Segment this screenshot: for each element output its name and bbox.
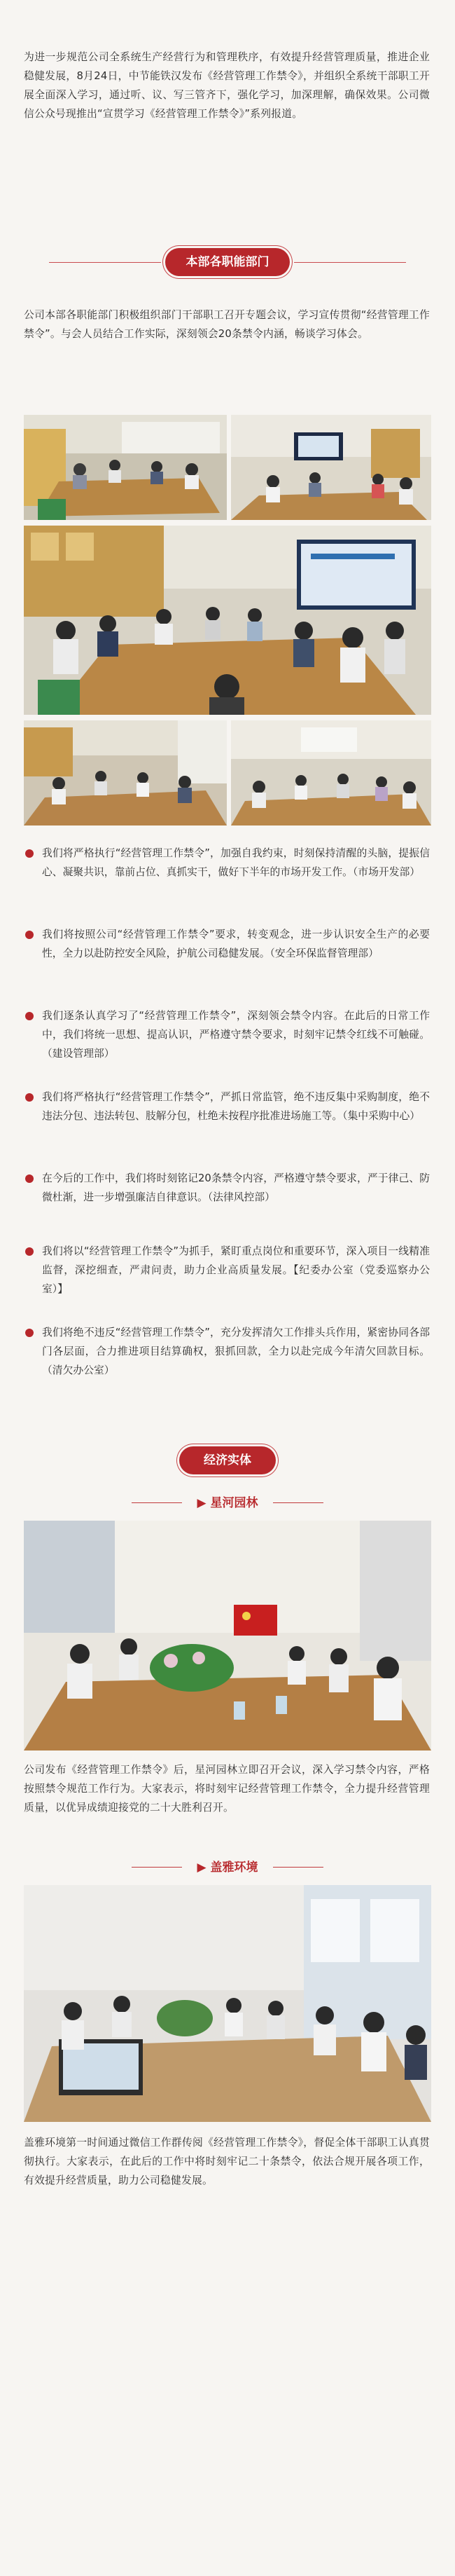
bullet-safety: 我们将按照公司“经营管理工作禁令”要求，转变观念，进一步认识安全生产的必要性，全力以赴防控安全风险，护航公司稳健发展。（安全环保监督管理部） — [24, 925, 430, 963]
xinghe-paragraph: 公司发布《经营管理工作禁令》后，星河园林立即召开会议，深入学习禁令内容，严格按照禁令规范工作行为。大家表示，将时刻牢记经营管理工作禁令，全力提升经营管理质量，以优异成绩迎接党的二十大胜利召开。 — [24, 1764, 430, 1814]
meeting-photo-2 — [231, 415, 431, 520]
bullet-dot — [25, 1012, 34, 1020]
xinghe-meeting-photo — [24, 1521, 431, 1751]
bullet-dot — [25, 1093, 34, 1102]
bullet-dot — [25, 849, 34, 858]
meeting-photo-3 — [24, 526, 431, 715]
subsection-header-xinghe — [0, 1493, 455, 1514]
bullet-dot — [25, 1174, 34, 1183]
bullet-dot — [25, 931, 34, 939]
bullet-clearance: 我们将绝不违反“经营管理工作禁令”，充分发挥清欠工作排头兵作用，紧密协同各部门各层面，合力推进项目结算确权，狠抓回款，全力以赴完成今年清欠回款目标。（清欠办公室） — [24, 1323, 430, 1380]
subsection-line-right — [273, 1502, 323, 1503]
bullet-discipline: 我们将以“经营管理工作禁令”为抓手，紧盯重点岗位和重要环节，深入项目一线精准监督，深挖细查，严肃问责，助力企业高质量发展。【纪委办公室（党委巡察办公室）】 — [24, 1242, 430, 1299]
section-divider-left — [49, 262, 161, 263]
subsection-line-left — [132, 1502, 182, 1503]
subsection-line-left — [132, 1867, 182, 1868]
meeting-photo-5 — [231, 720, 431, 825]
bullet-construction: 我们逐条认真学习了“经营管理工作禁令”，深刻领会禁令内容。在此后的日常工作中，我们将统一思想、提高认识，严格遵守禁令要求，时刻牢记禁令红线不可触碰。（建设管理部） — [24, 1006, 430, 1063]
bullet-legal: 在今后的工作中，我们将时刻铭记20条禁令内容，严格遵守禁令要求，严于律己、防微杜渐，进一步增强廉洁自律意识。（法律风控部） — [24, 1169, 430, 1207]
bullet-procurement: 我们将严格执行“经营管理工作禁令”，严抓日常监管，绝不违反集中采购制度，绝不违法分包、违法转包、肢解分包，杜绝未按程序批准进场施工等。（集中采购中心） — [24, 1088, 430, 1125]
subsection-header-gaiya — [0, 1857, 455, 1878]
gaiya-paragraph: 盖雅环境第一时间通过微信工作群传阅《经营管理工作禁令》，督促全体干部职工认真贯彻执行。大家表示，在此后的工作中将时刻牢记二十条禁令，依法合规开展各项工作，有效提升经营质量，助力公司稳健发展。 — [24, 2137, 430, 2186]
intro-paragraph: 为进一步规范公司全系统生产经营行为和管理秩序，有效提升经营管理质量，推进企业稳健发展，8月24日，中节能铁汉发布《经营管理工作禁令》，并组织全系统干部职工开展全面深入学习，通过听、议、写三管齐下，强化学习，加深理解，确保效果。公司微信公众号现推出“宣贯学习《经营管理工作禁令》”系列报道。 — [24, 51, 430, 120]
subsection-title-xinghe: ▶ 星河园林 — [197, 1496, 258, 1510]
subsection-line-right — [273, 1867, 323, 1868]
section-divider-right — [294, 262, 406, 263]
bullet-market: 我们将严格执行“经营管理工作禁令”，加强自我约束，时刻保持清醒的头脑，提振信心、凝聚共识，靠前占位、真抓实干，做好下半年的市场开发工作。（市场开发部） — [24, 844, 430, 882]
section-title-departments: 本部各职能部门 — [165, 248, 290, 276]
bullet-dot — [25, 1247, 34, 1256]
meeting-photo-4 — [24, 720, 227, 825]
bullet-dot — [25, 1329, 34, 1337]
section-title-entities: 经济实体 — [179, 1446, 276, 1474]
subsection-title-gaiya: ▶ 盖雅环境 — [197, 1861, 258, 1875]
meeting-photo-1 — [24, 415, 227, 520]
departments-paragraph: 公司本部各职能部门积极组织部门干部职工召开专题会议，学习宣传贯彻“经营管理工作禁令”。与会人员结合工作实际，深刻领会20条禁令内涵，畅谈学习体会。 — [24, 309, 430, 340]
gaiya-meeting-photo — [24, 1885, 431, 2122]
